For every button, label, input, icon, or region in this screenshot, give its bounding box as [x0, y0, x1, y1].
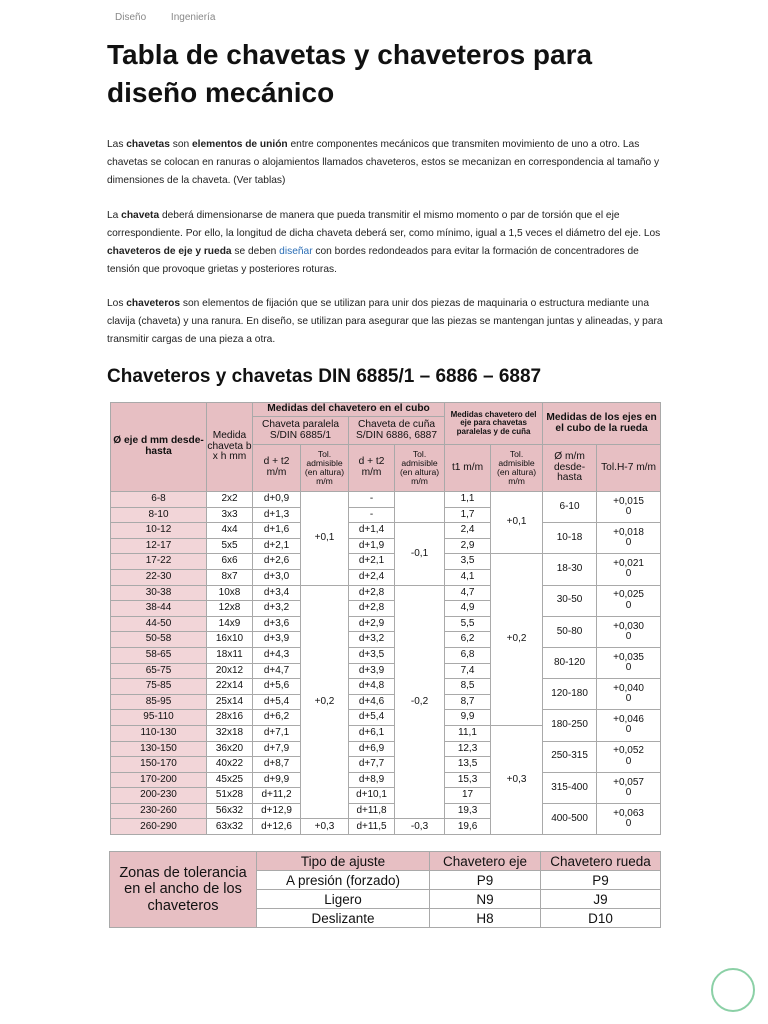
parallel-depth-cell: d+5,4 — [253, 694, 301, 710]
key-size-cell: 14x9 — [207, 616, 253, 632]
table-row — [111, 772, 661, 788]
parallel-depth-cell: d+1,3 — [253, 507, 301, 523]
shaft-range-cell: 170-200 — [111, 772, 207, 788]
taper-depth-cell: d+3,2 — [349, 632, 395, 648]
keyway-definition-paragraph: Los chaveteros son elementos de fijación que se utilizan para unir dos piezas de maquinaria o estructura mediante una clavija (chaveta) y una ranura. En diseño, se utilizan para asegurar que las piezas se mantengan juntas y alineadas, y para transmitir cargas de una pieza a otra. — [107, 298, 663, 345]
hub-h7-upper: +0,040 — [613, 683, 644, 695]
t1-cell: 1,1 — [445, 492, 491, 508]
parallel-depth-cell: d+4,3 — [253, 647, 301, 663]
parallel-depth-cell: d+3,2 — [253, 601, 301, 617]
hub-h7-cell — [597, 679, 661, 710]
hub-h7-upper: +0,030 — [613, 620, 644, 632]
key-size-cell: 56x32 — [207, 803, 253, 819]
section-title: Chaveteros y chavetas DIN 6885/1 – 6886 – 6887 — [107, 366, 542, 387]
key-size-cell: 5x5 — [207, 538, 253, 554]
key-size-cell: 36x20 — [207, 741, 253, 757]
shaft-range-cell: 110-130 — [111, 725, 207, 741]
t1-tol-cell: +0,2 — [491, 554, 543, 726]
t1-cell: 2,9 — [445, 538, 491, 554]
col-hub-keyway: Chavetero rueda — [541, 852, 661, 871]
fit-type-cell: Deslizante — [257, 909, 430, 928]
taper-tol-cell: -0,1 — [395, 523, 445, 585]
group-shaft-keyway: Medidas chavetero del eje para chavetas paralelas y de cuña — [445, 403, 543, 445]
t1-cell: 9,9 — [445, 710, 491, 726]
shaft-tol-cell: H8 — [430, 909, 541, 928]
parallel-depth-cell: d+8,7 — [253, 757, 301, 773]
hub-h7-upper: +0,015 — [613, 495, 644, 507]
taper-depth-cell: - — [349, 492, 395, 508]
taper-depth-cell: d+5,4 — [349, 710, 395, 726]
col-parallel-key: Chaveta paralela S/DIN 6885/1 — [253, 417, 349, 445]
t1-cell: 8,7 — [445, 694, 491, 710]
col-fit-type: Tipo de ajuste — [257, 852, 430, 871]
key-size-cell: 63x32 — [207, 819, 253, 835]
taper-depth-cell: d+2,1 — [349, 554, 395, 570]
taper-depth-cell: d+8,9 — [349, 772, 395, 788]
hub-h7-lower: 0 — [625, 786, 632, 798]
hub-range-cell: 400-500 — [543, 803, 597, 834]
hub-h7-cell — [597, 492, 661, 523]
hub-range-cell: 10-18 — [543, 523, 597, 554]
taper-depth-cell: - — [349, 507, 395, 523]
table-row — [111, 554, 661, 570]
taper-depth-cell: d+11,5 — [349, 819, 395, 835]
t1-cell: 13,5 — [445, 757, 491, 773]
t1-cell: 7,4 — [445, 663, 491, 679]
hub-h7-upper: +0,035 — [613, 651, 644, 663]
hub-range-cell: 80-120 — [543, 647, 597, 678]
table-row — [111, 616, 661, 632]
breadcrumb-link-diseno[interactable]: Diseño — [115, 12, 147, 23]
key-size-cell: 20x12 — [207, 663, 253, 679]
taper-depth-cell: d+1,4 — [349, 523, 395, 539]
parallel-tol-cell: +0,3 — [301, 819, 349, 835]
taper-depth-cell: d+2,8 — [349, 585, 395, 601]
hub-h7-lower: 0 — [625, 599, 632, 611]
table-row — [111, 585, 661, 601]
hub-h7-lower: 0 — [625, 755, 632, 767]
parallel-tol-cell: +0,2 — [301, 585, 349, 819]
parallel-depth-cell: d+4,7 — [253, 663, 301, 679]
hub-range-cell: 50-80 — [543, 616, 597, 647]
hub-tol-cell: P9 — [541, 871, 661, 890]
taper-depth-cell: d+6,1 — [349, 725, 395, 741]
parallel-depth-cell: d+1,6 — [253, 523, 301, 539]
col-key-size: Medida chaveta b x h mm — [207, 403, 253, 492]
shaft-range-cell: 50-58 — [111, 632, 207, 648]
taper-depth-cell: d+1,9 — [349, 538, 395, 554]
t1-cell: 2,4 — [445, 523, 491, 539]
t1-cell: 15,3 — [445, 772, 491, 788]
shaft-range-cell: 130-150 — [111, 741, 207, 757]
key-size-cell: 3x3 — [207, 507, 253, 523]
parallel-depth-cell: d+5,6 — [253, 679, 301, 695]
parallel-depth-cell: d+0,9 — [253, 492, 301, 508]
fit-type-cell: A presión (forzado) — [257, 871, 430, 890]
t1-tol-cell: +0,1 — [491, 492, 543, 554]
taper-tol-cell: -0,2 — [395, 585, 445, 819]
t1-cell: 11,1 — [445, 725, 491, 741]
hub-h7-cell — [597, 710, 661, 741]
shaft-range-cell: 260-290 — [111, 819, 207, 835]
key-size-cell: 10x8 — [207, 585, 253, 601]
col-taper-d-t2: d + t2 m/m — [349, 445, 395, 492]
parallel-depth-cell: d+7,9 — [253, 741, 301, 757]
col-taper-key: Chaveta de cuña S/DIN 6886, 6887 — [349, 417, 445, 445]
taper-depth-cell: d+2,8 — [349, 601, 395, 617]
hub-tol-cell: J9 — [541, 890, 661, 909]
shaft-range-cell: 8-10 — [111, 507, 207, 523]
design-link[interactable]: diseñar — [279, 246, 313, 257]
parallel-depth-cell: d+6,2 — [253, 710, 301, 726]
hub-h7-lower: 0 — [625, 662, 632, 674]
col-shaft-diameter: Ø eje d mm desde-hasta — [111, 403, 207, 492]
shaft-tol-cell: N9 — [430, 890, 541, 909]
key-size-cell: 28x16 — [207, 710, 253, 726]
tolerance-zones-label: Zonas de tolerancia en el ancho de los chaveteros — [110, 852, 257, 928]
key-size-cell: 4x4 — [207, 523, 253, 539]
t1-cell: 8,5 — [445, 679, 491, 695]
hub-h7-lower: 0 — [625, 537, 632, 549]
hub-h7-lower: 0 — [625, 568, 632, 580]
parallel-depth-cell: d+11,2 — [253, 788, 301, 804]
key-size-cell: 45x25 — [207, 772, 253, 788]
table-row — [111, 647, 661, 663]
floating-action-button[interactable] — [711, 968, 755, 1012]
hub-h7-upper: +0,018 — [613, 527, 644, 539]
hub-range-cell: 315-400 — [543, 772, 597, 803]
hub-h7-cell — [597, 523, 661, 554]
key-size-cell: 16x10 — [207, 632, 253, 648]
hub-range-cell: 18-30 — [543, 554, 597, 585]
hub-range-cell: 30-50 — [543, 585, 597, 616]
col-parallel-d-t2: d + t2 m/m — [253, 445, 301, 492]
hub-range-cell: 6-10 — [543, 492, 597, 523]
shaft-range-cell: 44-50 — [111, 616, 207, 632]
key-size-cell: 6x6 — [207, 554, 253, 570]
keyway-table — [110, 402, 661, 835]
hub-h7-lower: 0 — [625, 506, 632, 518]
hub-h7-upper: +0,063 — [613, 807, 644, 819]
t1-cell: 5,5 — [445, 616, 491, 632]
hub-h7-upper: +0,046 — [613, 714, 644, 726]
table-row — [111, 523, 661, 539]
shaft-range-cell: 12-17 — [111, 538, 207, 554]
key-size-cell: 22x14 — [207, 679, 253, 695]
t1-cell: 6,8 — [445, 647, 491, 663]
shaft-range-cell: 65-75 — [111, 663, 207, 679]
shaft-range-cell: 150-170 — [111, 757, 207, 773]
taper-tol-cell: -0,3 — [395, 819, 445, 835]
group-hub-keyway: Medidas del chavetero en el cubo — [253, 403, 445, 417]
t1-cell: 19,3 — [445, 803, 491, 819]
breadcrumb — [115, 12, 237, 23]
col-h7-tol: Tol.H-7 m/m — [597, 445, 661, 492]
key-size-cell: 2x2 — [207, 492, 253, 508]
shaft-tol-cell: P9 — [430, 871, 541, 890]
shaft-range-cell: 200-230 — [111, 788, 207, 804]
taper-depth-cell: d+11,8 — [349, 803, 395, 819]
taper-depth-cell: d+4,8 — [349, 679, 395, 695]
shaft-range-cell: 30-38 — [111, 585, 207, 601]
taper-tol-cell — [395, 492, 445, 523]
hub-h7-lower: 0 — [625, 693, 632, 705]
hub-h7-cell — [597, 772, 661, 803]
t1-cell: 6,2 — [445, 632, 491, 648]
shaft-range-cell: 6-8 — [111, 492, 207, 508]
parallel-depth-cell: d+3,0 — [253, 569, 301, 585]
key-size-cell: 18x11 — [207, 647, 253, 663]
hub-h7-cell — [597, 647, 661, 678]
col-shaft-keyway: Chavetero eje — [430, 852, 541, 871]
hub-h7-upper: +0,021 — [613, 558, 644, 570]
taper-depth-cell: d+2,9 — [349, 616, 395, 632]
parallel-depth-cell: d+3,4 — [253, 585, 301, 601]
taper-depth-cell: d+6,9 — [349, 741, 395, 757]
hub-h7-cell — [597, 741, 661, 772]
parallel-depth-cell: d+9,9 — [253, 772, 301, 788]
hub-h7-cell — [597, 803, 661, 834]
key-size-cell: 51x28 — [207, 788, 253, 804]
shaft-range-cell: 230-260 — [111, 803, 207, 819]
col-taper-tol: Tol. admisible (en altura) m/m — [395, 445, 445, 492]
table-row — [111, 679, 661, 695]
table-row — [111, 710, 661, 726]
hub-h7-cell — [597, 616, 661, 647]
parallel-depth-cell: d+3,6 — [253, 616, 301, 632]
t1-cell: 19,6 — [445, 819, 491, 835]
taper-depth-cell: d+3,9 — [349, 663, 395, 679]
hub-range-cell: 250-315 — [543, 741, 597, 772]
parallel-depth-cell: d+12,9 — [253, 803, 301, 819]
key-size-cell: 8x7 — [207, 569, 253, 585]
col-t1-tol: Tol. admisible (en altura) m/m — [491, 445, 543, 492]
col-t1: t1 m/m — [445, 445, 491, 492]
page-title: Tabla de chavetas y chaveteros para diseño mecánico — [107, 39, 593, 108]
shaft-range-cell: 38-44 — [111, 601, 207, 617]
t1-cell: 3,5 — [445, 554, 491, 570]
key-size-cell: 32x18 — [207, 725, 253, 741]
fit-type-cell: Ligero — [257, 890, 430, 909]
shaft-range-cell: 75-85 — [111, 679, 207, 695]
taper-depth-cell: d+7,7 — [349, 757, 395, 773]
parallel-tol-cell: +0,1 — [301, 492, 349, 586]
t1-cell: 4,9 — [445, 601, 491, 617]
hub-h7-lower: 0 — [625, 817, 632, 829]
intro-paragraph: Las chavetas son elementos de unión entre componentes mecánicos que transmiten movimiento de uno a otro. Las chavetas se colocan en ranuras o alojamientos llamados chaveteros, estos se mecanizan en correspondencia al tamaño y dimensiones de la chaveta. (Ver tablas) — [107, 139, 660, 186]
hub-h7-lower: 0 — [625, 630, 632, 642]
parallel-depth-cell: d+2,6 — [253, 554, 301, 570]
hub-h7-upper: +0,052 — [613, 745, 644, 757]
hub-h7-upper: +0,057 — [613, 776, 644, 788]
shaft-range-cell: 10-12 — [111, 523, 207, 539]
key-size-cell: 12x8 — [207, 601, 253, 617]
parallel-depth-cell: d+7,1 — [253, 725, 301, 741]
shaft-range-cell: 22-30 — [111, 569, 207, 585]
hub-h7-upper: +0,025 — [613, 589, 644, 601]
t1-cell: 12,3 — [445, 741, 491, 757]
tolerance-zones-table — [109, 851, 661, 928]
col-hub-range: Ø m/m desde-hasta — [543, 445, 597, 492]
table-row — [111, 741, 661, 757]
shaft-range-cell: 58-65 — [111, 647, 207, 663]
t1-cell: 17 — [445, 788, 491, 804]
hub-h7-cell — [597, 554, 661, 585]
hub-range-cell: 180-250 — [543, 710, 597, 741]
hub-tol-cell: D10 — [541, 909, 661, 928]
taper-depth-cell: d+2,4 — [349, 569, 395, 585]
parallel-depth-cell: d+12,6 — [253, 819, 301, 835]
taper-depth-cell: d+4,6 — [349, 694, 395, 710]
key-sizing-paragraph: La chaveta deberá dimensionarse de manera que pueda transmitir el mismo momento o par de torsión que el eje correspondiente. Por ello, la longitud de dicha chaveta deberá ser, como mínimo, igual a 1,5 veces el diámetro del eje. Los chaveteros de eje y rueda se deben diseñar con bordes redondeados para evitar la formación de concentradores de tensión que provoque grietas y posteriores roturas. — [107, 210, 661, 275]
col-parallel-tol: Tol. admisible (en altura) m/m — [301, 445, 349, 492]
t1-tol-cell: +0,3 — [491, 725, 543, 834]
parallel-depth-cell: d+3,9 — [253, 632, 301, 648]
table-row — [111, 803, 661, 819]
taper-depth-cell: d+10,1 — [349, 788, 395, 804]
key-size-cell: 40x22 — [207, 757, 253, 773]
shaft-range-cell: 17-22 — [111, 554, 207, 570]
hub-range-cell: 120-180 — [543, 679, 597, 710]
shaft-range-cell: 85-95 — [111, 694, 207, 710]
t1-cell: 1,7 — [445, 507, 491, 523]
breadcrumb-link-ingenieria[interactable]: Ingeniería — [170, 12, 216, 23]
t1-cell: 4,7 — [445, 585, 491, 601]
group-hub-fit: Medidas de los ejes en el cubo de la rueda — [543, 403, 661, 445]
shaft-range-cell: 95-110 — [111, 710, 207, 726]
parallel-depth-cell: d+2,1 — [253, 538, 301, 554]
taper-depth-cell: d+3,5 — [349, 647, 395, 663]
table-row — [111, 492, 661, 508]
hub-h7-lower: 0 — [625, 724, 632, 736]
hub-h7-cell — [597, 585, 661, 616]
t1-cell: 4,1 — [445, 569, 491, 585]
key-size-cell: 25x14 — [207, 694, 253, 710]
